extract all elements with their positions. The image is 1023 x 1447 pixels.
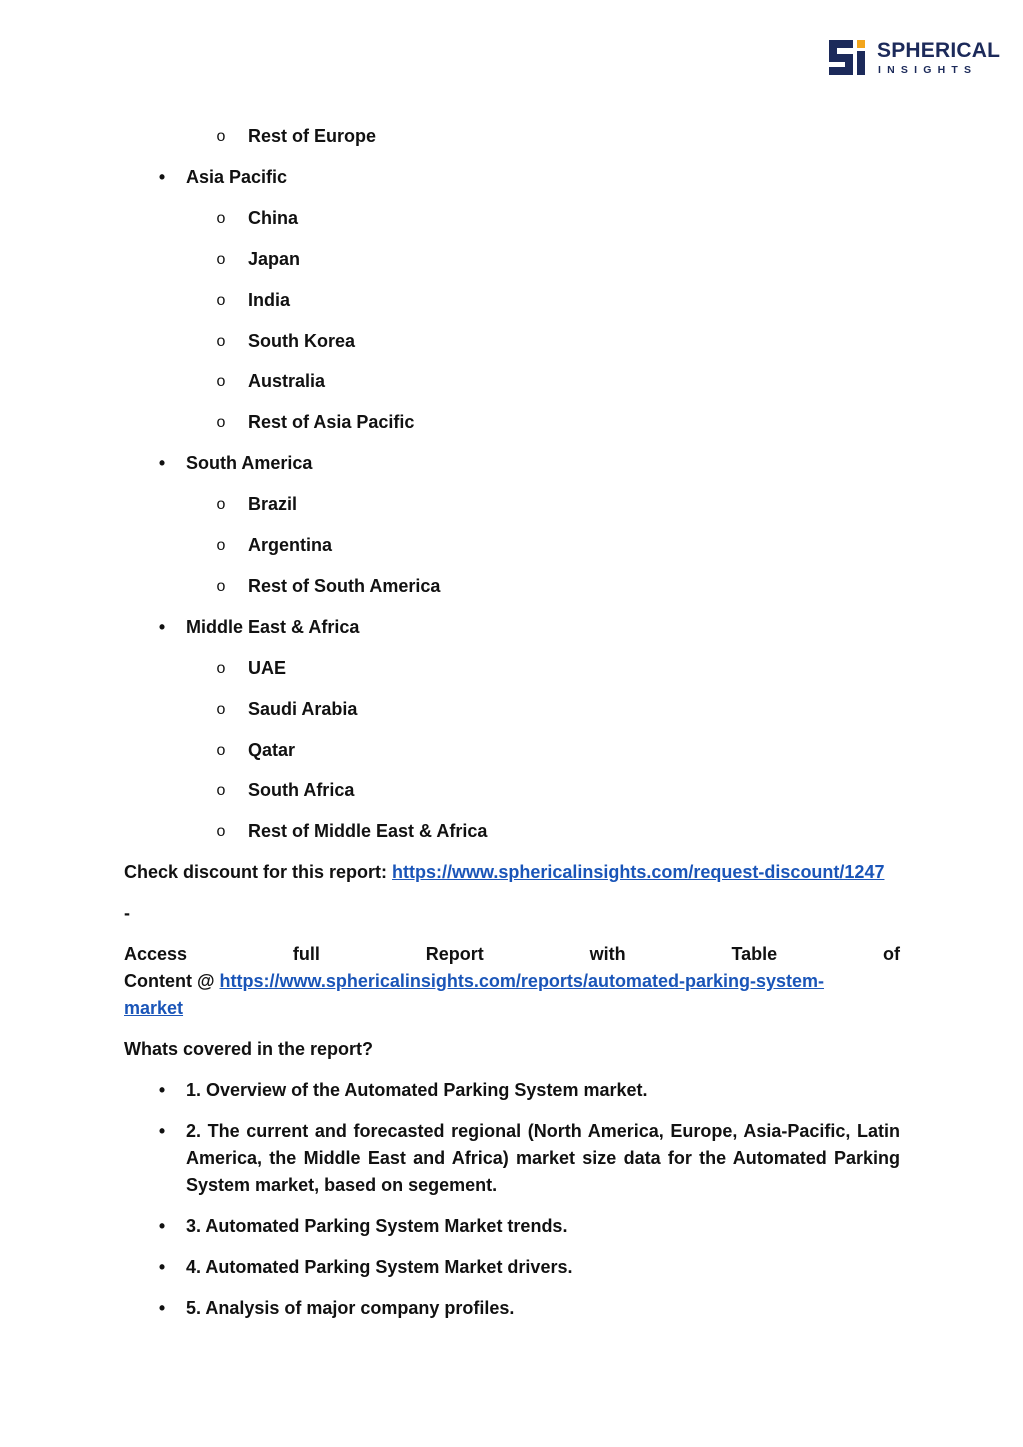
access-word: of [882, 944, 900, 964]
covered-item-text: 4. Automated Parking System Market drivers. [186, 1257, 573, 1277]
circle-bullet-icon: o [216, 659, 226, 677]
list-item-label: India [248, 289, 291, 310]
bullet-icon: • [158, 1298, 166, 1318]
access-report-block [124, 941, 900, 1022]
circle-bullet-icon: o [216, 700, 226, 718]
discount-line [124, 859, 900, 886]
list-item-label: Rest of Asia Pacific [248, 412, 415, 433]
discount-link[interactable]: https://www.sphericalinsights.com/request-discount/1247 [392, 862, 885, 882]
bullet-icon: • [158, 1216, 166, 1236]
access-prefix: Content @ [124, 971, 220, 991]
list-item-label: Argentina [248, 535, 333, 555]
list-item-label: South Korea [248, 330, 356, 351]
circle-bullet-icon: o [216, 577, 226, 595]
list-item-label: South America [186, 453, 313, 474]
list-item-label: China [248, 207, 299, 228]
covered-heading: Whats covered in the report? [124, 1039, 374, 1059]
circle-bullet-icon: o [216, 373, 226, 391]
list-item-label: South Africa [248, 780, 355, 801]
circle-bullet-icon: o [216, 823, 226, 841]
access-word: Access [124, 944, 188, 964]
report-link-continued[interactable]: market [124, 998, 184, 1018]
list-item-label: Rest of Europe [248, 126, 377, 146]
separator-dash: - [124, 903, 130, 923]
bullet-icon: • [158, 616, 166, 637]
logo-name: SPHERICAL [877, 39, 1001, 62]
circle-bullet-icon: o [216, 332, 226, 350]
logo-mark-icon [829, 40, 865, 76]
access-word: with [589, 944, 626, 964]
list-item-label: Japan [248, 248, 301, 269]
bullet-icon: • [158, 453, 166, 474]
bullet-icon: • [158, 1121, 166, 1141]
covered-item-text: 3. Automated Parking System Market trends. [186, 1216, 568, 1236]
list-item-label: Brazil [248, 494, 298, 515]
list-item-label: Rest of South America [248, 575, 441, 596]
bullet-icon: • [158, 1080, 166, 1100]
circle-bullet-icon: o [216, 250, 226, 268]
circle-bullet-icon: o [216, 414, 226, 432]
access-line-2 [124, 968, 900, 995]
access-word: Table [731, 944, 778, 964]
circle-bullet-icon: o [216, 537, 226, 554]
covered-item-text: 5. Analysis of major company profiles. [186, 1298, 515, 1318]
list-item-label: Saudi Arabia [248, 698, 358, 719]
covered-item-text: 2. The current and forecasted regional (North America, Europe, Asia-Pacific, Latin America, the Middle East and Africa) market size data for the Automated Parking System market, based on segement. [186, 1121, 900, 1195]
spherical-insights-logo [829, 39, 1001, 77]
circle-bullet-icon: o [216, 291, 226, 309]
list-item-label: UAE [248, 657, 287, 678]
report-link[interactable]: https://www.sphericalinsights.com/reports/automated-parking-system- [219, 971, 824, 991]
list-item-label: Qatar [248, 739, 296, 760]
bullet-icon: • [158, 1257, 166, 1277]
circle-bullet-icon: o [216, 741, 226, 759]
circle-bullet-icon: o [216, 209, 226, 227]
circle-bullet-icon: o [216, 128, 226, 145]
covered-item-text: 1. Overview of the Automated Parking System market. [186, 1080, 648, 1100]
access-line-1 [124, 941, 900, 968]
circle-bullet-icon: o [216, 782, 226, 800]
bullet-icon: • [158, 166, 166, 187]
list-item-label: Rest of Middle East & Africa [248, 821, 488, 842]
access-line-3 [124, 995, 900, 1022]
access-word: full [292, 944, 320, 964]
access-word: Report [425, 944, 484, 964]
list-item-label: Australia [248, 371, 326, 392]
list-item-label: Middle East & Africa [186, 616, 360, 637]
logo-subtitle: INSIGHTS [878, 64, 978, 76]
circle-bullet-icon: o [216, 496, 226, 514]
discount-label: Check discount for this report: [124, 862, 393, 882]
list-item-label: Asia Pacific [186, 166, 288, 187]
